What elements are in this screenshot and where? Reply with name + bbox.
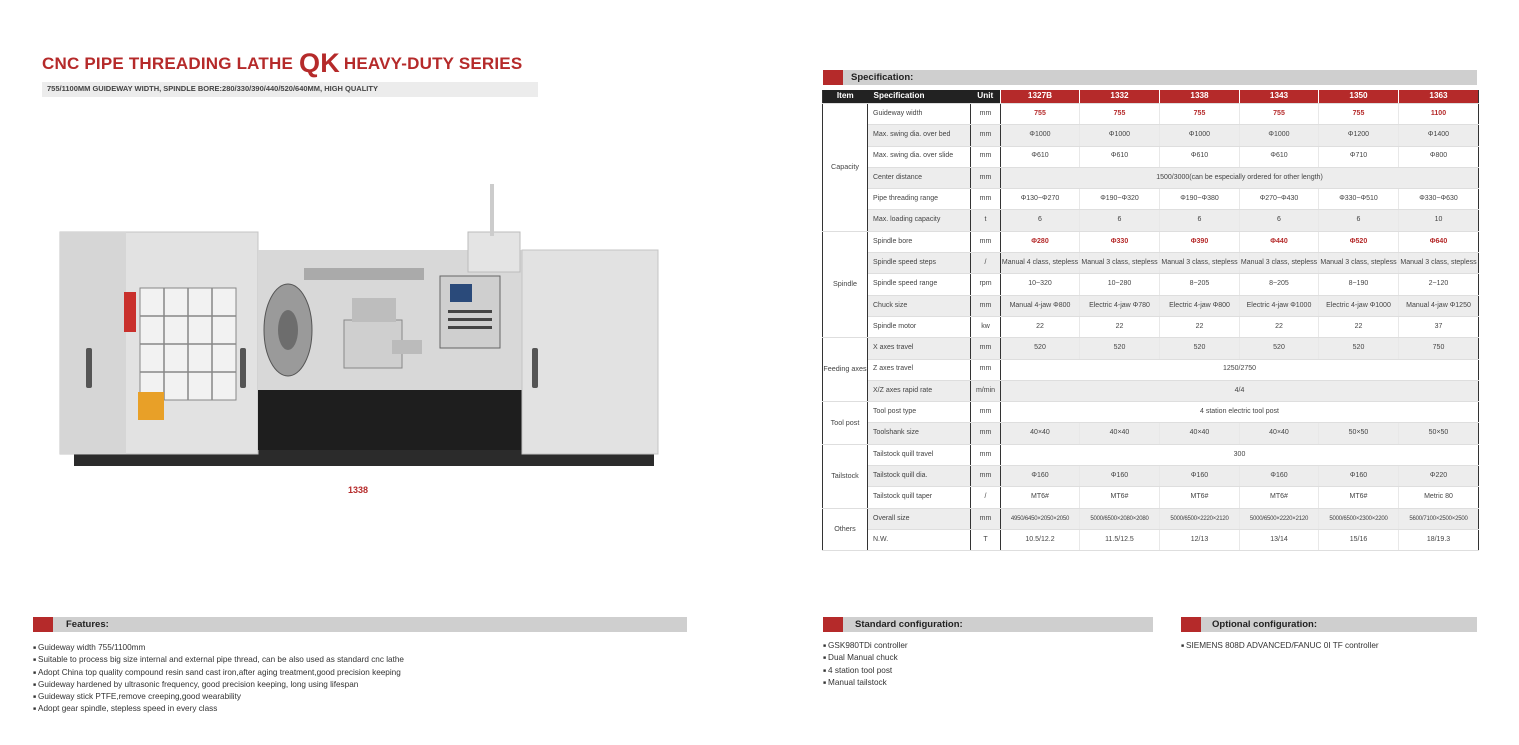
page-title (42, 48, 522, 79)
spec-value: Φ610 (1240, 146, 1319, 167)
spec-value: Φ190~Φ320 (1080, 189, 1160, 210)
spec-unit: rpm (971, 274, 1001, 295)
table-row (823, 189, 1479, 210)
optional-config-marker (1181, 617, 1201, 632)
spec-value: Φ270~Φ430 (1240, 189, 1319, 210)
group-label: Tool post (823, 402, 868, 445)
spec-value: Electric 4-jaw Φ1000 (1319, 295, 1399, 316)
group-label: Tailstock (823, 444, 868, 508)
table-row (823, 529, 1479, 550)
spec-value: Manual 3 class, stepless (1080, 253, 1160, 274)
spec-unit: mm (971, 508, 1001, 529)
spec-name: Tool post type (868, 402, 971, 423)
spec-value: Manual 3 class, stepless (1319, 253, 1399, 274)
spec-unit: kw (971, 316, 1001, 337)
standard-config-marker (823, 617, 843, 632)
table-row (823, 359, 1479, 380)
spec-value: 6 (1240, 210, 1319, 231)
title-part2: HEAVY-DUTY SERIES (343, 54, 523, 73)
header-model: 1363 (1399, 90, 1479, 104)
spec-value: 8~205 (1160, 274, 1240, 295)
list-item: ■ Guideway width 755/1100mm (33, 642, 404, 654)
table-row (823, 487, 1479, 508)
spec-value-merged: 1500/3000(can be especially ordered for other length) (1001, 167, 1479, 188)
spec-name: Center distance (868, 167, 971, 188)
spec-value: Φ610 (1160, 146, 1240, 167)
spec-value: 520 (1319, 338, 1399, 359)
spec-value: 22 (1160, 316, 1240, 337)
spec-name: Max. swing dia. over bed (868, 125, 971, 146)
spec-unit: mm (971, 104, 1001, 125)
header-model: 1327B (1001, 90, 1080, 104)
spec-value: Φ390 (1160, 231, 1240, 252)
spec-value: 5000/6500×2220×2120 (1160, 508, 1240, 529)
spec-value: Manual 3 class, stepless (1160, 253, 1240, 274)
spec-value: MT6# (1160, 487, 1240, 508)
spec-value: MT6# (1080, 487, 1160, 508)
group-label: Capacity (823, 104, 868, 232)
spec-value: 520 (1160, 338, 1240, 359)
spec-value: Electric 4-jaw Φ800 (1160, 295, 1240, 316)
spec-value: Φ330 (1080, 231, 1160, 252)
spec-value: Metric 80 (1399, 487, 1479, 508)
spec-value: 8~190 (1319, 274, 1399, 295)
spec-value: Φ330~Φ630 (1399, 189, 1479, 210)
table-row (823, 274, 1479, 295)
spec-name: Max. swing dia. over slide (868, 146, 971, 167)
specification-marker (823, 70, 843, 85)
spec-value: Φ800 (1399, 146, 1479, 167)
spec-value: 12/13 (1160, 529, 1240, 550)
spec-value: Φ1400 (1399, 125, 1479, 146)
spec-name: Spindle speed steps (868, 253, 971, 274)
specification-table (822, 90, 1479, 551)
spec-unit: t (971, 210, 1001, 231)
spec-value: 755 (1001, 104, 1080, 125)
list-item: ■ SIEMENS 808D ADVANCED/FANUC 0I TF controller (1181, 640, 1379, 652)
spec-value: Φ440 (1240, 231, 1319, 252)
table-row (823, 402, 1479, 423)
table-row (823, 423, 1479, 444)
header-model: 1350 (1319, 90, 1399, 104)
spec-value: 1100 (1399, 104, 1479, 125)
list-item: ■ Guideway stick PTFE,remove creeping,good wearability (33, 691, 404, 703)
optional-config-title: Optional configuration: (1212, 619, 1318, 630)
spec-value: 755 (1319, 104, 1399, 125)
spec-unit: mm (971, 125, 1001, 146)
spec-name: Spindle motor (868, 316, 971, 337)
standard-config-title: Standard configuration: (855, 619, 963, 630)
spec-value: 755 (1080, 104, 1160, 125)
spec-value: MT6# (1319, 487, 1399, 508)
spec-name: Tailstock quill taper (868, 487, 971, 508)
spec-value: Φ1000 (1240, 125, 1319, 146)
spec-name: Toolshank size (868, 423, 971, 444)
spec-value: Φ710 (1319, 146, 1399, 167)
spec-value: Φ280 (1001, 231, 1080, 252)
spec-value: 22 (1240, 316, 1319, 337)
product-caption: 1338 (348, 485, 369, 495)
spec-value: 10.5/12.2 (1001, 529, 1080, 550)
spec-value: Φ130~Φ270 (1001, 189, 1080, 210)
spec-value-merged: 4/4 (1001, 380, 1479, 401)
spec-unit: T (971, 529, 1001, 550)
spec-value: Manual 4-jaw Φ1250 (1399, 295, 1479, 316)
list-item: ■ Adopt China top quality compound resin sand cast iron,after aging treatment,good precision keeping (33, 667, 404, 679)
spec-name: Overall size (868, 508, 971, 529)
spec-value: 22 (1319, 316, 1399, 337)
spec-value: 520 (1240, 338, 1319, 359)
table-header-row (823, 90, 1479, 104)
spec-value: 37 (1399, 316, 1479, 337)
spec-unit: mm (971, 466, 1001, 487)
group-label: Spindle (823, 231, 868, 337)
list-item: ■ Manual tailstock (823, 677, 908, 689)
header-model: 1332 (1080, 90, 1160, 104)
spec-value: 755 (1160, 104, 1240, 125)
spec-name: Max. loading capacity (868, 210, 971, 231)
list-item: ■ Guideway hardened by ultrasonic frequency, good precision keeping, long using lifespan (33, 679, 404, 691)
spec-value: Φ610 (1080, 146, 1160, 167)
spec-value: MT6# (1240, 487, 1319, 508)
spec-value: Φ220 (1399, 466, 1479, 487)
table-row (823, 508, 1479, 529)
table-row (823, 125, 1479, 146)
spec-value: Φ1200 (1319, 125, 1399, 146)
table-row (823, 338, 1479, 359)
spec-name: X/Z axes rapid rate (868, 380, 971, 401)
spec-value: 18/19.3 (1399, 529, 1479, 550)
table-row (823, 231, 1479, 252)
spec-value: 6 (1001, 210, 1080, 231)
spec-value: 10 (1399, 210, 1479, 231)
spec-value: 40×40 (1080, 423, 1160, 444)
spec-unit: m/min (971, 380, 1001, 401)
spec-unit: / (971, 253, 1001, 274)
table-row (823, 444, 1479, 465)
spec-value: Manual 3 class, stepless (1399, 253, 1479, 274)
spec-unit: mm (971, 359, 1001, 380)
spec-value: Φ160 (1001, 466, 1080, 487)
header-model: 1338 (1160, 90, 1240, 104)
header-model: 1343 (1240, 90, 1319, 104)
features-marker (33, 617, 53, 632)
spec-value: Φ1000 (1080, 125, 1160, 146)
title-qk: QK (299, 48, 340, 78)
spec-value: 5000/6500×2220×2120 (1240, 508, 1319, 529)
specification-bar (823, 70, 1477, 85)
spec-unit: / (971, 487, 1001, 508)
features-list (33, 642, 404, 716)
spec-value: Electric 4-jaw Φ1000 (1240, 295, 1319, 316)
spec-name: Tailstock quill dia. (868, 466, 971, 487)
spec-unit: mm (971, 402, 1001, 423)
spec-value: 40×40 (1001, 423, 1080, 444)
spec-value: 15/16 (1319, 529, 1399, 550)
spec-value: 6 (1080, 210, 1160, 231)
subtitle: 755/1100MM GUIDEWAY WIDTH, SPINDLE BORE:280/330/390/440/520/640MM, HIGH QUALITY (47, 84, 378, 93)
spec-unit: mm (971, 167, 1001, 188)
spec-value: Φ190~Φ380 (1160, 189, 1240, 210)
spec-value: 11.5/12.5 (1080, 529, 1160, 550)
table-row (823, 466, 1479, 487)
spec-value: 50×50 (1399, 423, 1479, 444)
spec-value: 8~205 (1240, 274, 1319, 295)
spec-value-merged: 4 station electric tool post (1001, 402, 1479, 423)
spec-value: MT6# (1001, 487, 1080, 508)
spec-value: Φ330~Φ510 (1319, 189, 1399, 210)
list-item: ■ Adopt gear spindle, stepless speed in every class (33, 703, 404, 715)
spec-name: Chuck size (868, 295, 971, 316)
table-row (823, 295, 1479, 316)
spec-unit: mm (971, 444, 1001, 465)
spec-name: Z axes travel (868, 359, 971, 380)
spec-unit: mm (971, 295, 1001, 316)
spec-value-merged: 300 (1001, 444, 1479, 465)
spec-value: Φ520 (1319, 231, 1399, 252)
table-row (823, 104, 1479, 125)
spec-value: 40×40 (1240, 423, 1319, 444)
spec-value: Manual 4 class, stepless (1001, 253, 1080, 274)
spec-unit: mm (971, 146, 1001, 167)
spec-value: Φ610 (1001, 146, 1080, 167)
spec-unit: mm (971, 189, 1001, 210)
spec-value: 50×50 (1319, 423, 1399, 444)
spec-name: Tailstock quill travel (868, 444, 971, 465)
spec-value: 755 (1240, 104, 1319, 125)
spec-name: Spindle bore (868, 231, 971, 252)
spec-value: 40×40 (1160, 423, 1240, 444)
features-title: Features: (66, 619, 109, 630)
spec-unit: mm (971, 423, 1001, 444)
spec-value: 4950/6450×2050×2050 (1001, 508, 1080, 529)
spec-value: 6 (1160, 210, 1240, 231)
spec-value: Φ640 (1399, 231, 1479, 252)
standard-config-list (823, 640, 908, 689)
spec-value: 10~320 (1001, 274, 1080, 295)
group-label: Feeding axes (823, 338, 868, 402)
spec-value: 5000/6500×2300×2200 (1319, 508, 1399, 529)
spec-value: 6 (1319, 210, 1399, 231)
spec-value: 5600/7100×2500×2500 (1399, 508, 1479, 529)
spec-name: Guideway width (868, 104, 971, 125)
spec-value: Φ1000 (1001, 125, 1080, 146)
spec-value: Φ160 (1319, 466, 1399, 487)
list-item: ■ 4 station tool post (823, 665, 908, 677)
spec-value: Φ160 (1160, 466, 1240, 487)
spec-value: Φ160 (1240, 466, 1319, 487)
spec-value: 520 (1001, 338, 1080, 359)
spec-unit: mm (971, 231, 1001, 252)
spec-value: 5000/6500×2080×2080 (1080, 508, 1160, 529)
header-unit: Unit (971, 90, 1001, 104)
spec-name: Spindle speed range (868, 274, 971, 295)
spec-value: 750 (1399, 338, 1479, 359)
optional-config-list (1181, 640, 1379, 652)
list-item: ■ Suitable to process big size internal and external pipe thread, can be also used as standard cnc lathe (33, 654, 404, 666)
table-row (823, 146, 1479, 167)
spec-name: Pipe threading range (868, 189, 971, 210)
table-row (823, 253, 1479, 274)
spec-value: 10~280 (1080, 274, 1160, 295)
table-row (823, 210, 1479, 231)
spec-value: 22 (1001, 316, 1080, 337)
spec-name: X axes travel (868, 338, 971, 359)
spec-unit: mm (971, 338, 1001, 359)
list-item: ■ Dual Manual chuck (823, 652, 908, 664)
specification-title: Specification: (851, 72, 914, 83)
group-label: Others (823, 508, 868, 551)
cnc-lathe-machine-image (56, 180, 662, 472)
spec-value: 520 (1080, 338, 1160, 359)
spec-value: Manual 4-jaw Φ800 (1001, 295, 1080, 316)
table-row (823, 167, 1479, 188)
table-row (823, 380, 1479, 401)
header-item: Item (823, 90, 868, 104)
table-row (823, 316, 1479, 337)
features-bar (33, 617, 687, 632)
spec-value: 22 (1080, 316, 1160, 337)
spec-value: 13/14 (1240, 529, 1319, 550)
spec-value-merged: 1250/2750 (1001, 359, 1479, 380)
spec-name: N.W. (868, 529, 971, 550)
title-part1: CNC PIPE THREADING LATHE (42, 54, 293, 73)
spec-value: Electric 4-jaw Φ780 (1080, 295, 1160, 316)
spec-value: Manual 3 class, stepless (1240, 253, 1319, 274)
header-spec: Specification (868, 90, 971, 104)
spec-value: Φ1000 (1160, 125, 1240, 146)
spec-value: Φ160 (1080, 466, 1160, 487)
list-item: ■ GSK980TDi controller (823, 640, 908, 652)
spec-value: 2~120 (1399, 274, 1479, 295)
